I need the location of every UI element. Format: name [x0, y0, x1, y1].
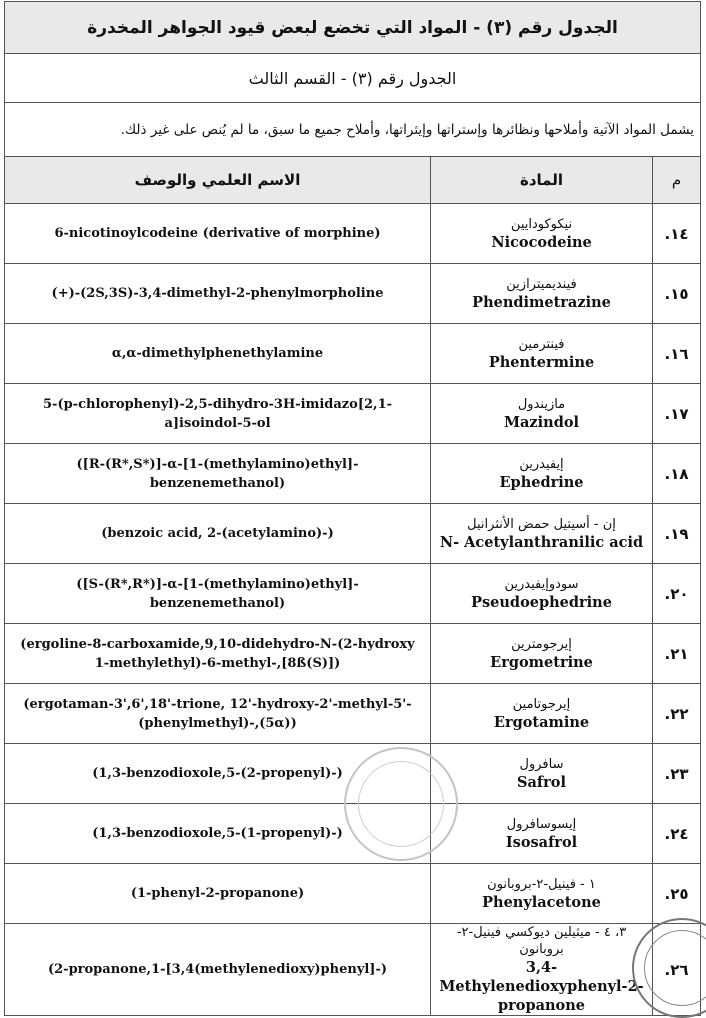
substance-arabic-name: ٣، ٤ - ميثيلين ديوكسي فينيل-٢-بروبانون — [456, 925, 627, 957]
substance-arabic-name: إن - أسيتيل حمض الأنثرانيل — [467, 516, 616, 532]
table-row — [5, 204, 701, 264]
substance-arabic-name: إيرجومترين — [511, 636, 572, 652]
table-row — [5, 564, 701, 624]
substance-english-name: Mazindol — [503, 413, 580, 431]
row-number: ١٤. — [653, 204, 701, 264]
table-row — [5, 444, 701, 504]
scientific-description: (1-phenyl-2-propanone) — [5, 864, 431, 924]
table-title: الجدول رقم (٣) - المواد التي تخضع لبعض قيود الجواهر المخدرة — [5, 2, 701, 54]
substance-english-name: Safrol — [517, 773, 566, 791]
substance-english-name: Ephedrine — [499, 473, 584, 491]
substance-english-name: 3,4-Methylenedioxyphenyl-2-propanone — [439, 959, 644, 1014]
substance-cell — [431, 384, 653, 444]
scientific-description: (1,3-benzodioxole,5-(1-propenyl)-) — [5, 804, 431, 864]
scope-note: يشمل المواد الآتية وأملاحها ونظائرها وإستراتها وإيثراتها، وأملاح جميع ما سبق، ما لم يُنص على غير ذلك. — [5, 103, 701, 157]
table-body — [5, 204, 701, 1016]
note-row — [5, 103, 701, 157]
substance-cell — [431, 564, 653, 624]
table-header-row — [5, 157, 701, 204]
row-number: ١٨. — [653, 444, 701, 504]
substance-english-name: Ergometrine — [490, 653, 593, 671]
table-row — [5, 864, 701, 924]
table-row — [5, 264, 701, 324]
substance-cell — [431, 924, 653, 1016]
table-row — [5, 684, 701, 744]
substance-english-name: Phendimetrazine — [472, 293, 611, 311]
table-row — [5, 744, 701, 804]
scientific-description: ([S-(R*,R*)]-α-[1-(methylamino)ethyl]-benzenemethanol) — [5, 564, 431, 624]
scientific-description: (1,3-benzodioxole,5-(2-propenyl)-) — [5, 744, 431, 804]
table-row — [5, 804, 701, 864]
substance-arabic-name: فينترمين — [518, 336, 565, 352]
row-number: ٢٢. — [653, 684, 701, 744]
row-number: ٢٠. — [653, 564, 701, 624]
table-row — [5, 324, 701, 384]
header-substance: المادة — [431, 157, 653, 204]
table-row — [5, 384, 701, 444]
substance-arabic-name: إيسوسافرول — [506, 816, 577, 832]
substance-cell — [431, 624, 653, 684]
substances-table — [4, 1, 701, 1016]
table-row — [5, 624, 701, 684]
substance-cell — [431, 204, 653, 264]
row-number: ٢٥. — [653, 864, 701, 924]
scientific-description: ([R-(R*,S*)]-α-[1-(methylamino)ethyl]-benzenemethanol) — [5, 444, 431, 504]
substance-cell — [431, 744, 653, 804]
substance-arabic-name: فينديميترازين — [506, 276, 577, 292]
substance-arabic-name: سافرول — [519, 756, 564, 772]
table-row — [5, 504, 701, 564]
substance-english-name: Phenylacetone — [482, 893, 601, 911]
scientific-description: (ergoline-8-carboxamide,9,10-didehydro-N-(2-hydroxy 1-methylethyl)-6-methyl-,[8ß(S)]) — [5, 624, 431, 684]
section-title: الجدول رقم (٣) - القسم الثالث — [5, 54, 701, 103]
substance-cell — [431, 504, 653, 564]
substance-arabic-name: إيفيدرين — [519, 456, 564, 472]
substance-english-name: Ergotamine — [493, 713, 590, 731]
substance-english-name: Nicocodeine — [491, 233, 592, 251]
scientific-description: (benzoic acid, 2-(acetylamino)-) — [5, 504, 431, 564]
scientific-description: 6-nicotinoylcodeine (derivative of morphine) — [5, 204, 431, 264]
substance-cell — [431, 684, 653, 744]
substance-cell — [431, 444, 653, 504]
section-row — [5, 54, 701, 103]
substance-cell — [431, 864, 653, 924]
substance-arabic-name: سودوإيفيدرين — [504, 576, 579, 592]
substance-arabic-name: نيكوكودايين — [510, 216, 573, 232]
row-number: ٢٣. — [653, 744, 701, 804]
row-number: ١٧. — [653, 384, 701, 444]
row-number: ٢٤. — [653, 804, 701, 864]
scientific-description: (+)-(2S,3S)-3,4-dimethyl-2-phenylmorpholine — [5, 264, 431, 324]
substance-cell — [431, 324, 653, 384]
row-number: ١٩. — [653, 504, 701, 564]
substance-english-name: Isosafrol — [505, 833, 578, 851]
table-row — [5, 924, 701, 1016]
scientific-description: α,α-dimethylphenethylamine — [5, 324, 431, 384]
substance-english-name: Phentermine — [488, 353, 595, 371]
row-number: ٢٦. — [653, 924, 701, 1016]
header-number: م — [653, 157, 701, 204]
row-number: ١٥. — [653, 264, 701, 324]
scientific-description: (2-propanone,1-[3,4(methylenedioxy)phenyl]-) — [5, 924, 431, 1016]
substance-cell — [431, 804, 653, 864]
table-title-row — [5, 2, 701, 54]
scientific-description: (ergotaman-3',6',18'-trione, 12'-hydroxy-2'-methyl-5'-(phenylmethyl)-,(5α)) — [5, 684, 431, 744]
substance-arabic-name: ١ - فينيل-٢-بروبانون — [487, 876, 596, 892]
scientific-description: 5-(p-chlorophenyl)-2,5-dihydro-3H-imidazo[2,1-a]isoindol-5-ol — [5, 384, 431, 444]
substance-arabic-name: مازيندول — [517, 396, 566, 412]
substance-english-name: N- Acetylanthranilic acid — [439, 533, 644, 551]
header-description: الاسم العلمي والوصف — [5, 157, 431, 204]
row-number: ٢١. — [653, 624, 701, 684]
substance-cell — [431, 264, 653, 324]
substance-english-name: Pseudoephedrine — [471, 593, 612, 611]
row-number: ١٦. — [653, 324, 701, 384]
substance-arabic-name: إيرجوتامين — [512, 696, 571, 712]
